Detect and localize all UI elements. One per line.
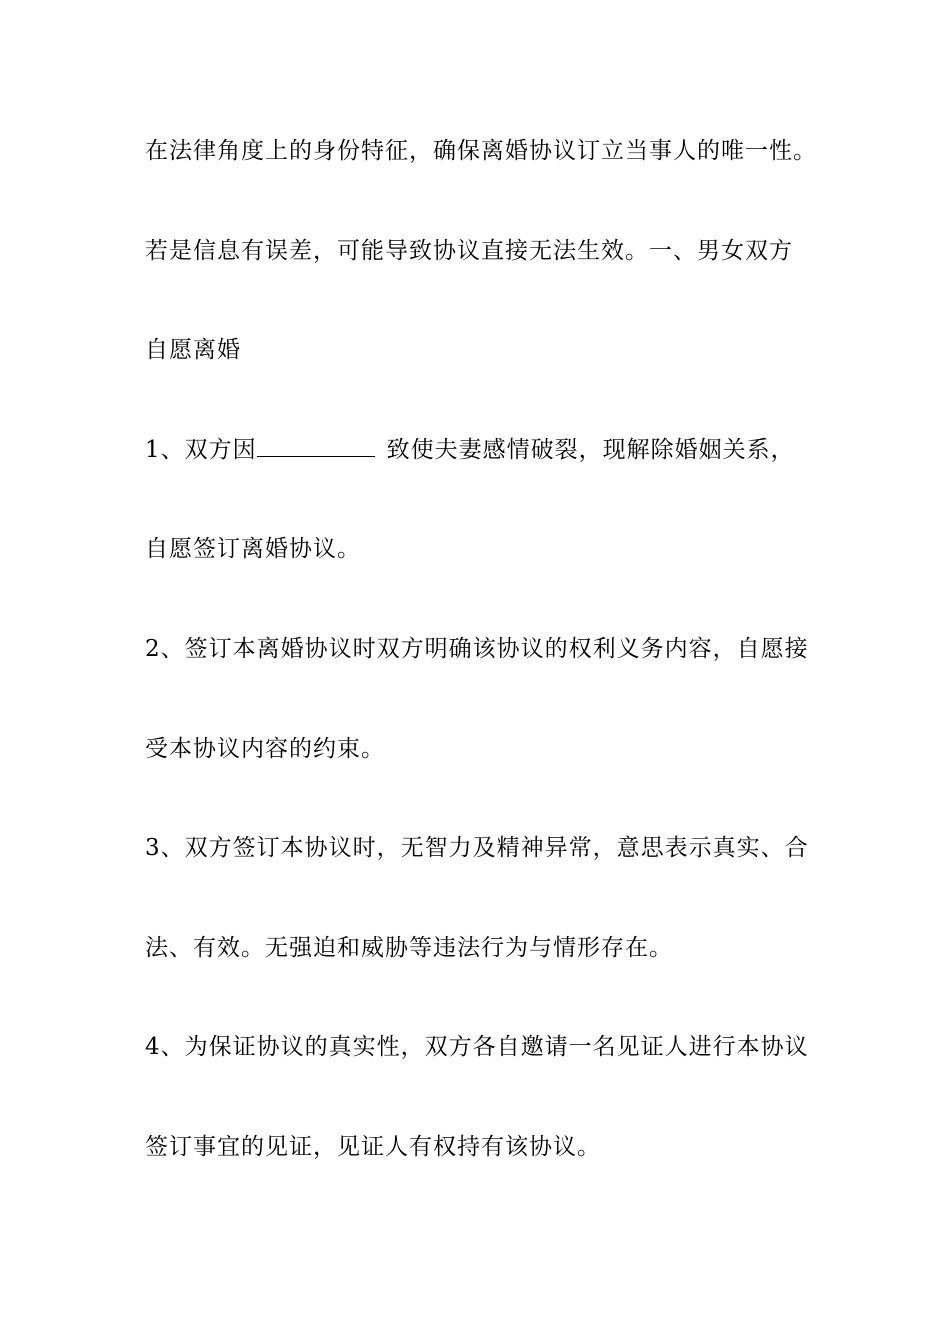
text-line-10: 4、为保证协议的真实性，双方各自邀请一名见证人进行本协议 [145,1034,809,1060]
text-line-4 [145,435,795,465]
text-line-3: 自愿离婚 [145,337,241,363]
text-line-8: 3、双方签订本协议时，无智力及精神异常，意思表示真实、合 [145,835,809,861]
clause-1-suffix: 致使夫妻感情破裂，现解除婚姻关系， [386,437,795,463]
text-line-5: 自愿签订离婚协议。 [145,536,361,562]
clause-1-prefix: 1、双方因 [145,437,257,463]
text-line-7: 受本协议内容的约束。 [145,736,385,762]
text-line-11: 签订事宜的见证，见证人有权持有该协议。 [145,1134,601,1160]
text-line-1: 在法律角度上的身份特征，确保离婚协议订立当事人的唯一性。 [145,138,817,164]
text-line-6: 2、签订本离婚协议时双方明确该协议的权利义务内容，自愿接 [145,636,809,662]
text-line-2: 若是信息有误差，可能导致协议直接无法生效。一、男女双方 [145,238,793,264]
text-line-9: 法、有效。无强迫和威胁等违法行为与情形存在。 [145,935,673,961]
fill-in-blank [257,438,375,457]
